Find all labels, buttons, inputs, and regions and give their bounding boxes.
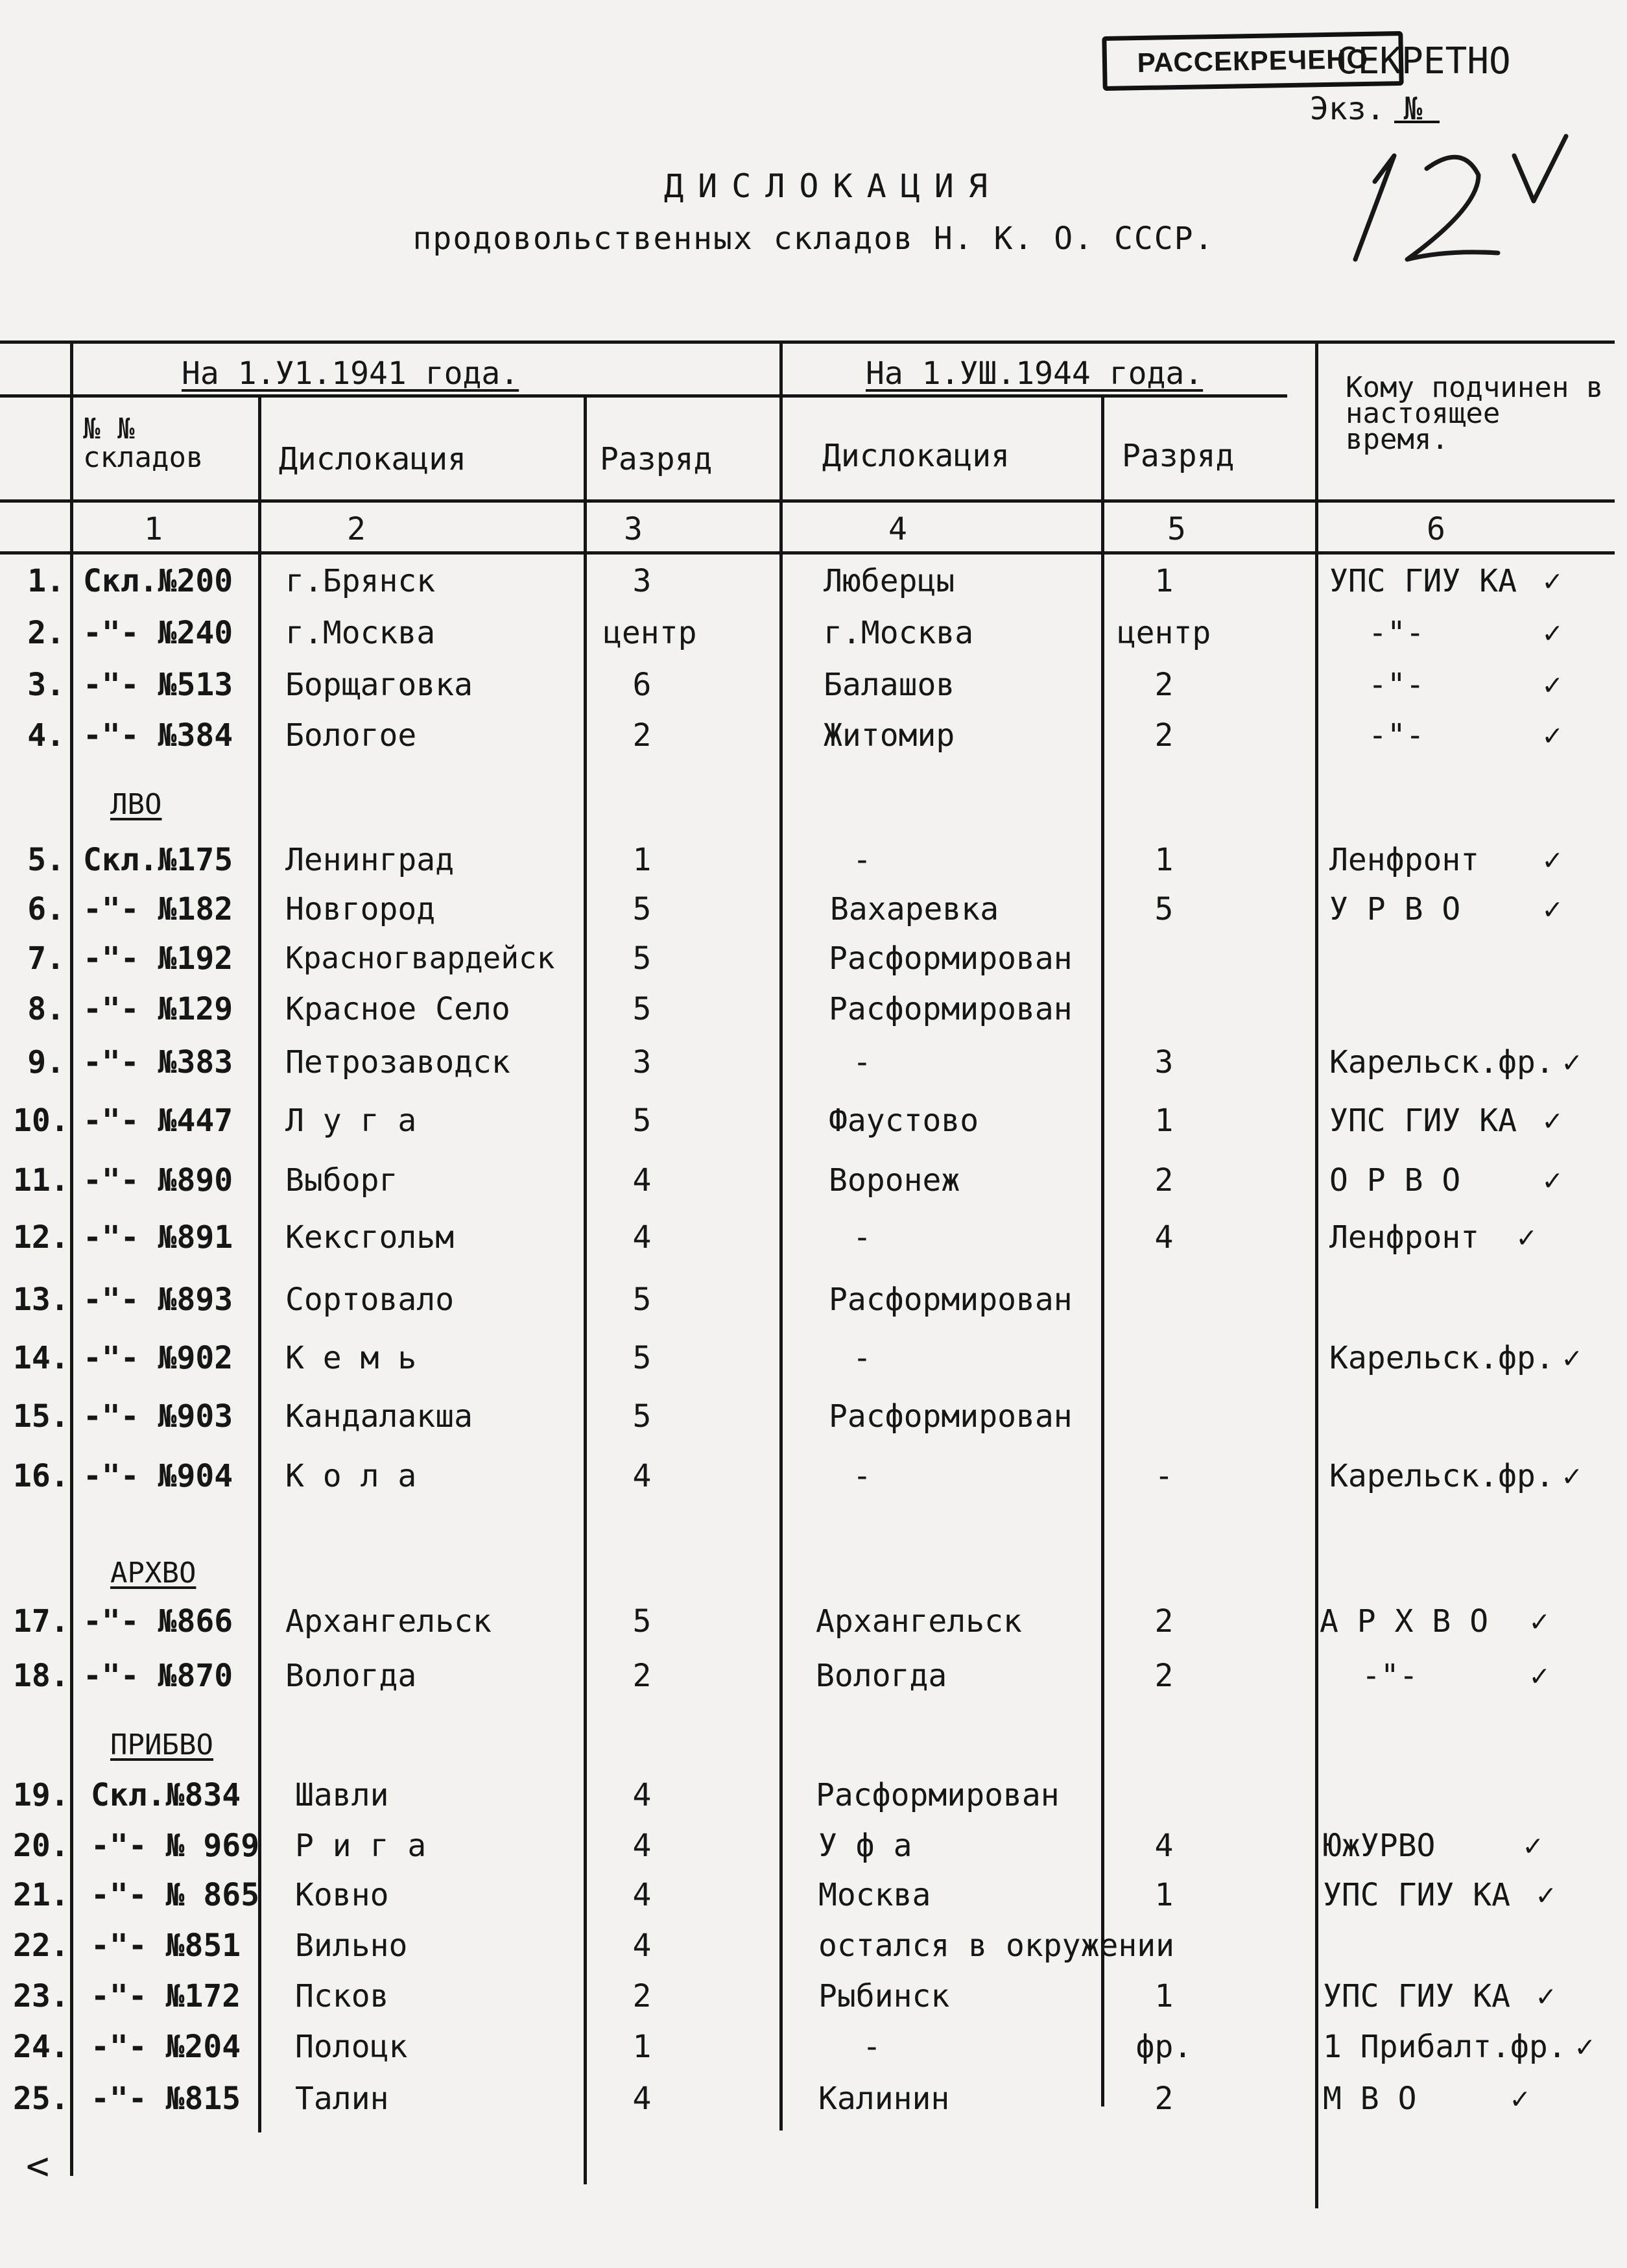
rank-1941: 4 <box>632 1828 652 1864</box>
warehouse-id: -"- №902 <box>83 1340 233 1376</box>
rank-1944: 1 <box>1154 563 1174 599</box>
rank-1941: 4 <box>632 1458 652 1494</box>
warehouse-id: -"- №893 <box>83 1282 233 1318</box>
table-row <box>0 1928 1627 1977</box>
row-number: 15. <box>13 1398 69 1435</box>
rank-1941: 3 <box>632 1044 652 1080</box>
check-mark-icon: ✓ <box>1543 842 1562 877</box>
row-number: 6. <box>27 891 65 927</box>
location-1941: Шавли <box>295 1777 389 1813</box>
warehouse-id: -"- №903 <box>83 1398 233 1435</box>
header-bottom-rule <box>0 499 1615 503</box>
check-mark-icon: ✓ <box>1563 1044 1581 1079</box>
warehouse-id: -"- №447 <box>83 1103 233 1139</box>
secrecy-mark: СЕКРЕТНО <box>1336 40 1511 82</box>
rank-1941: 5 <box>632 1103 652 1139</box>
location-1941: Кексгольм <box>285 1219 455 1256</box>
check-mark-icon: ✓ <box>1563 1340 1581 1375</box>
location-1944: - <box>853 1340 872 1376</box>
subordinate: Карельск.фр. <box>1329 1340 1554 1376</box>
table-row <box>0 1658 1627 1707</box>
location-1941: Борщаговка <box>285 667 473 703</box>
location-1944: Москва <box>818 1877 931 1913</box>
colnum-1: 1 <box>144 511 163 547</box>
location-1941: Новгород <box>285 891 436 927</box>
colnum-6: 6 <box>1427 511 1445 547</box>
rank-1944: центр <box>1117 615 1211 651</box>
subordinate: А Р Х В О <box>1320 1603 1489 1640</box>
location-1944: Расформирован <box>816 1777 1060 1813</box>
row-number: 8. <box>27 991 65 1027</box>
rank-1941: 4 <box>632 1162 652 1199</box>
period-1941: На 1.У1.1941 года. <box>182 355 519 392</box>
table-row <box>0 615 1627 664</box>
subordinate: -"- <box>1368 667 1425 703</box>
check-mark-icon: ✓ <box>1543 891 1562 926</box>
rank-1941: 3 <box>632 563 652 599</box>
check-mark-icon: ✓ <box>1537 1877 1555 1912</box>
location-1941: К е м ь <box>285 1340 417 1376</box>
location-1941: Р и г а <box>295 1828 427 1864</box>
table-row <box>0 667 1627 716</box>
subordinate: Ленфронт <box>1329 842 1480 878</box>
table-row <box>0 563 1627 612</box>
location-1944: Люберцы <box>824 563 955 599</box>
rank-1941: 2 <box>632 1978 652 2014</box>
header-location-1944: Дислокация <box>822 438 1010 474</box>
table-row <box>0 2081 1627 2130</box>
group-lvo: ЛВО <box>110 788 162 821</box>
location-1941: г.Брянск <box>285 563 436 599</box>
check-mark-icon: ✓ <box>1517 1219 1536 1254</box>
location-1941: Архангельск <box>285 1603 492 1640</box>
check-mark-icon: ✓ <box>1543 1162 1562 1197</box>
rank-1941: 5 <box>632 891 652 927</box>
subordinate: УПС ГИУ КА <box>1329 1103 1517 1139</box>
table-row <box>0 842 1627 891</box>
warehouse-id: -"- №891 <box>83 1219 233 1256</box>
warehouse-id: -"- №383 <box>83 1044 233 1080</box>
rank-1941: 1 <box>632 842 652 878</box>
check-mark-icon: ✓ <box>1543 1103 1562 1138</box>
rank-1941: 4 <box>632 1777 652 1813</box>
warehouse-id: -"- №851 <box>91 1928 241 1964</box>
table-row <box>0 1877 1627 1926</box>
rank-1941: 5 <box>632 1340 652 1376</box>
rank-1941: 5 <box>632 1603 652 1640</box>
row-number: 23. <box>13 1978 69 2014</box>
table-row <box>0 1398 1627 1448</box>
row-number: 19. <box>13 1777 69 1813</box>
rank-1944: 1 <box>1154 1877 1174 1913</box>
row-number: 14. <box>13 1340 69 1376</box>
warehouse-id: -"- №384 <box>83 717 233 754</box>
warehouse-id: -"- №240 <box>83 615 233 651</box>
period-1944: На 1.УШ.1944 года. <box>866 355 1204 392</box>
subordinate: О Р В О <box>1329 1162 1461 1199</box>
location-1944: Архангельск <box>816 1603 1022 1640</box>
warehouse-id: Скл.№200 <box>83 563 233 599</box>
warehouse-id: -"- № 865 <box>91 1877 260 1913</box>
row-number: 21. <box>13 1877 69 1913</box>
location-1944: Житомир <box>824 717 955 754</box>
rank-1941: 4 <box>632 1928 652 1964</box>
rank-1944: 5 <box>1154 891 1174 927</box>
warehouse-id: -"- №870 <box>83 1658 233 1694</box>
location-1944: - <box>853 1044 872 1080</box>
location-1941: г.Москва <box>285 615 436 651</box>
rank-1941: 4 <box>632 1877 652 1913</box>
period-rule <box>0 394 1287 398</box>
row-number: 18. <box>13 1658 69 1694</box>
rank-1944: 1 <box>1154 842 1174 878</box>
location-1944: Рыбинск <box>818 1978 950 2014</box>
row-number: 11. <box>13 1162 69 1199</box>
table-top-rule <box>0 340 1615 344</box>
table-row <box>0 1458 1627 1507</box>
location-1941: Бологое <box>285 717 417 754</box>
row-number: 10. <box>13 1103 69 1139</box>
rank-1941: 6 <box>632 667 652 703</box>
warehouse-id: -"- №172 <box>91 1978 241 2014</box>
location-1941: Сортовало <box>285 1282 455 1318</box>
location-1941: Петрозаводск <box>285 1044 510 1080</box>
location-1941: Талин <box>295 2081 389 2117</box>
check-mark-icon: ✓ <box>1543 667 1562 702</box>
svg-text:✓: ✓ <box>1537 151 1540 157</box>
location-1944: - <box>853 1219 872 1256</box>
table-row <box>0 717 1627 767</box>
location-1941: Л у г а <box>285 1103 417 1139</box>
subordinate: -"- <box>1368 615 1425 651</box>
check-mark-icon: ✓ <box>1543 717 1562 752</box>
warehouse-id: -"- №513 <box>83 667 233 703</box>
subordinate: ЮжУРВО <box>1323 1828 1436 1864</box>
colnum-4: 4 <box>888 511 907 547</box>
location-1944: Балашов <box>824 667 955 703</box>
margin-arrow-icon: < <box>26 2143 50 2189</box>
table-row <box>0 1340 1627 1389</box>
location-1944: Вахаревка <box>830 891 999 927</box>
warehouse-id: Скл.№834 <box>91 1777 241 1813</box>
row-number: 16. <box>13 1458 69 1494</box>
check-mark-icon: ✓ <box>1537 1978 1555 2013</box>
group-pribvo: ПРИБВО <box>110 1728 213 1761</box>
rank-1941: 2 <box>632 1658 652 1694</box>
row-number: 7. <box>27 940 65 977</box>
row-number: 12. <box>13 1219 69 1256</box>
check-mark-icon: ✓ <box>1530 1658 1549 1693</box>
location-1944: Расформирован <box>829 940 1073 977</box>
row-number: 22. <box>13 1928 69 1964</box>
header-location-1941: Дислокация <box>279 441 466 477</box>
location-1944: Расформирован <box>829 1282 1073 1318</box>
warehouse-id: -"- №192 <box>83 940 233 977</box>
check-mark-icon: ✓ <box>1543 615 1562 650</box>
location-1941: Кандалакша <box>285 1398 473 1435</box>
rank-1941: 5 <box>632 991 652 1027</box>
table-row <box>0 1777 1627 1826</box>
check-mark-icon: ✓ <box>1576 2029 1594 2064</box>
document-subtitle: продовольственных складов Н. К. О. СССР. <box>412 221 1215 257</box>
colnum-2: 2 <box>347 511 366 547</box>
location-1941: Красногвардейск <box>285 940 555 975</box>
location-1944: Калинин <box>818 2081 950 2117</box>
row-number: 17. <box>13 1603 69 1640</box>
table-row <box>0 1828 1627 1877</box>
subordinate: 1 Прибалт.фр. <box>1323 2029 1567 2065</box>
subordinate: -"- <box>1368 717 1425 754</box>
row-number: 5. <box>27 842 65 878</box>
subordinate: -"- <box>1362 1658 1418 1694</box>
rank-1941: 5 <box>632 1398 652 1435</box>
location-1941: К о л а <box>285 1458 417 1494</box>
check-mark-icon: ✓ <box>1543 563 1562 598</box>
location-1941: Ленинград <box>285 842 455 878</box>
header-rank-1944: Разряд <box>1122 438 1235 474</box>
subordinate: УПС ГИУ КА <box>1329 563 1517 599</box>
warehouse-id: -"- №890 <box>83 1162 233 1199</box>
rank-1944: 2 <box>1154 2081 1174 2117</box>
warehouse-id: -"- №129 <box>83 991 233 1027</box>
rank-1944: 2 <box>1154 717 1174 754</box>
subordinate: Ленфронт <box>1329 1219 1480 1256</box>
location-1944: г.Москва <box>824 615 974 651</box>
location-1944: Расформирован <box>829 991 1073 1027</box>
row-number: 24. <box>13 2029 69 2065</box>
row-number: 13. <box>13 1282 69 1318</box>
location-1941: Вильно <box>295 1928 408 1964</box>
subordinate: У Р В О <box>1329 891 1461 927</box>
rank-1941: 4 <box>632 1219 652 1256</box>
location-1941: Полоцк <box>295 2029 408 2065</box>
row-number: 4. <box>27 717 65 754</box>
location-1941: Красное Село <box>285 991 510 1027</box>
header-warehouse: № № складов <box>83 412 204 474</box>
warehouse-id: -"- №204 <box>91 2029 241 2065</box>
rank-1941: 5 <box>632 1282 652 1318</box>
rank-1941: 4 <box>632 2081 652 2117</box>
header-subordinate: Кому подчинен в настоящее время. <box>1346 371 1604 456</box>
location-1944: - <box>853 1458 872 1494</box>
location-1944: Расформирован <box>829 1398 1073 1435</box>
table-row <box>0 1044 1627 1093</box>
row-number: 3. <box>27 667 65 703</box>
rank-1944: - <box>1154 1458 1174 1494</box>
colnum-5: 5 <box>1167 511 1186 547</box>
rank-1944: 2 <box>1154 667 1174 703</box>
group-arhvo: АРХВО <box>110 1557 196 1590</box>
rank-1941: 1 <box>632 2029 652 2065</box>
warehouse-id: -"- №182 <box>83 891 233 927</box>
svg-text:12: 12 <box>1427 209 1433 215</box>
warehouse-id: -"- №815 <box>91 2081 241 2117</box>
table-row <box>0 1978 1627 2027</box>
location-1944: - <box>853 842 872 878</box>
location-1941: Псков <box>295 1978 389 2014</box>
row-number: 20. <box>13 1828 69 1864</box>
location-1944: У ф а <box>818 1828 912 1864</box>
table-row <box>0 891 1627 940</box>
rank-1944: 4 <box>1154 1828 1174 1864</box>
document-title: ДИСЛОКАЦИЯ <box>663 167 1003 205</box>
warehouse-id: Скл.№175 <box>83 842 233 878</box>
warehouse-id: -"- №866 <box>83 1603 233 1640</box>
location-1941: Ковно <box>295 1877 389 1913</box>
colnum-3: 3 <box>624 511 643 547</box>
row-number: 9. <box>27 1044 65 1080</box>
table-row <box>0 991 1627 1040</box>
location-1941: Вологда <box>285 1658 417 1694</box>
rank-1944: 2 <box>1154 1603 1174 1640</box>
declassified-stamp: РАССЕКРЕЧЕНО <box>1102 31 1403 91</box>
location-1944: Фаустово <box>829 1103 979 1139</box>
subordinate: УПС ГИУ КА <box>1323 1978 1510 2014</box>
rank-1944: фр. <box>1135 2029 1193 2065</box>
rank-1944: 4 <box>1154 1219 1174 1256</box>
check-mark-icon: ✓ <box>1524 1828 1542 1863</box>
location-1944: - <box>862 2029 881 2065</box>
rank-1944: 3 <box>1154 1044 1174 1080</box>
location-1944: Вологда <box>816 1658 947 1694</box>
row-number: 25. <box>13 2081 69 2117</box>
location-1944: Воронеж <box>829 1162 960 1199</box>
warehouse-id: -"- № 969 <box>91 1828 260 1864</box>
copy-number-label: Экз. № <box>1310 91 1423 127</box>
table-row <box>0 2029 1627 2078</box>
table-row <box>0 1219 1627 1269</box>
subordinate: Карельск.фр. <box>1329 1044 1554 1080</box>
rank-1944: 1 <box>1154 1978 1174 2014</box>
rank-1944: 1 <box>1154 1103 1174 1139</box>
row-number: 1. <box>27 563 65 599</box>
table-row <box>0 940 1627 990</box>
location-1941: Выборг <box>285 1162 398 1199</box>
row-number: 2. <box>27 615 65 651</box>
subordinate: Карельск.фр. <box>1329 1458 1554 1494</box>
rank-1944: 2 <box>1154 1162 1174 1199</box>
subordinate: УПС ГИУ КА <box>1323 1877 1510 1913</box>
check-mark-icon: ✓ <box>1530 1603 1549 1638</box>
check-mark-icon: ✓ <box>1563 1458 1581 1493</box>
table-row <box>0 1282 1627 1331</box>
subordinate: М В О <box>1323 2081 1417 2117</box>
rank-1941: центр <box>603 615 697 651</box>
colnum-bottom-rule <box>0 551 1615 555</box>
table-row <box>0 1103 1627 1152</box>
table-row <box>0 1603 1627 1653</box>
check-mark-icon: ✓ <box>1511 2081 1529 2116</box>
warehouse-id: -"- №904 <box>83 1458 233 1494</box>
rank-1941: 2 <box>632 717 652 754</box>
table-row <box>0 1162 1627 1212</box>
header-rank-1941: Разряд <box>600 441 713 477</box>
rank-1944: 2 <box>1154 1658 1174 1694</box>
rank-1941: 5 <box>632 940 652 977</box>
location-1944: остался в окружении <box>818 1928 1175 1964</box>
